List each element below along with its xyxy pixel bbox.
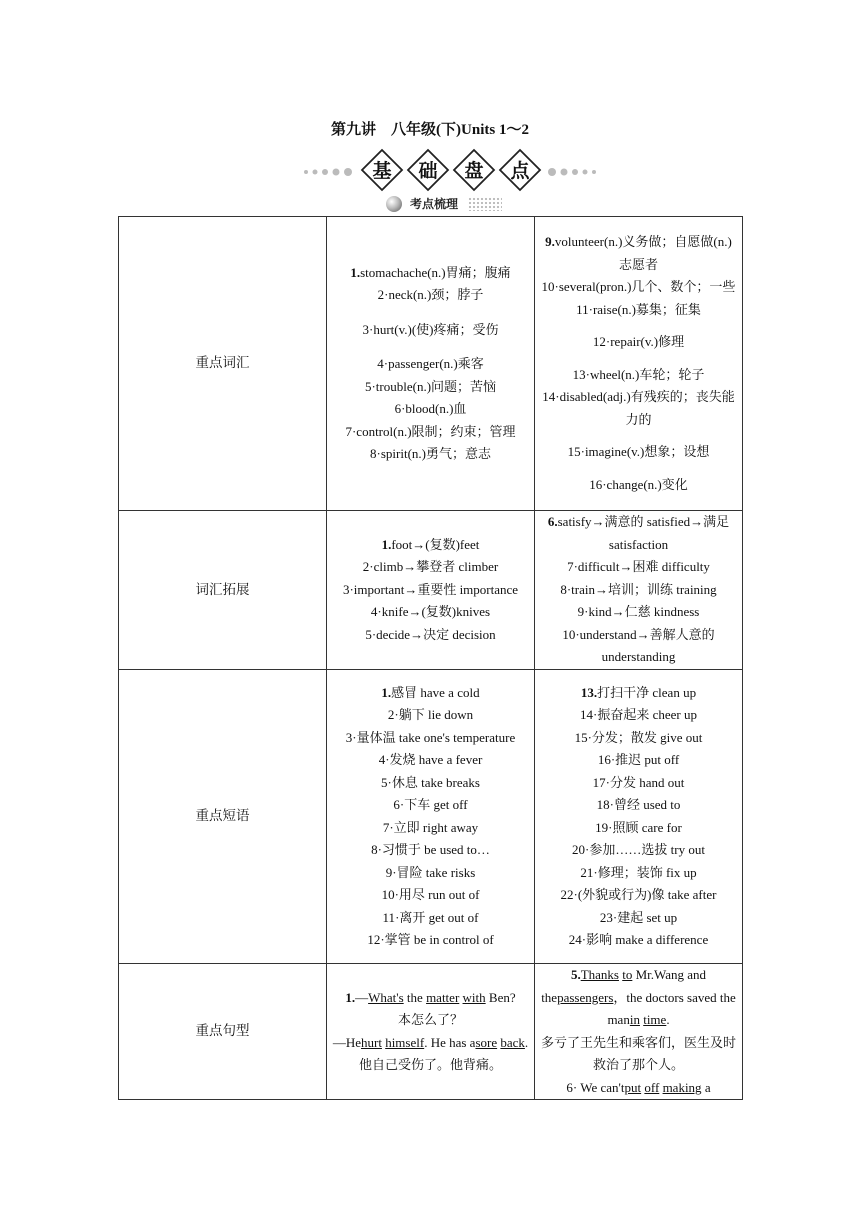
list-item: 20·参加……选拔 try out (572, 842, 705, 857)
list-item: 14·振奋起来 cheer up (580, 707, 697, 722)
expansion-right-cell (535, 511, 743, 670)
list-item: 3·量体温 take one's temperature (345, 729, 516, 745)
list-item: 1.foot→(复数)feet (381, 536, 480, 552)
list-item: 4·发烧 have a fever (378, 752, 483, 767)
list-item: 15·imagine(v.)想象；设想 (567, 444, 710, 459)
list-item: 5·trouble(n.)问题；苦恼 (364, 378, 497, 394)
list-item: 16·change(n.)变化 (589, 476, 688, 492)
section-label (384, 194, 504, 216)
phrases-left-cell (327, 670, 535, 964)
list-item: 7·control(n.)限制；约束；管理 (345, 423, 516, 439)
table-row (119, 511, 743, 670)
sentence-answer: —Hehurt himself. He has asore back. (332, 1034, 529, 1050)
list-item: 3·important→重要性 importance (342, 581, 519, 597)
table-row (119, 217, 743, 511)
banner-char-4: 点 (510, 160, 530, 182)
list-item: 6·下车 get off (393, 797, 468, 812)
list-item: 16·推迟 put off (597, 752, 680, 767)
list-item: 6.satisfy→满意的 satisfied→满足 satisfaction (547, 514, 730, 552)
list-item: 10·several(pron.)几个、数个；一些 (541, 279, 736, 294)
list-item: 5·decide→决定 decision (365, 626, 496, 642)
phrases-right-cell (535, 670, 743, 964)
list-item: 1.stomachache(n.)胃痛；腹痛 (350, 264, 511, 280)
sentence-translation: 他自己受伤了。他背痛。 (358, 1057, 502, 1072)
list-item: 8·spirit(n.)勇气；意志 (370, 446, 491, 461)
list-item: 21·修理；装饰 fix up (580, 864, 697, 880)
list-item: 12·掌管 be in control of (367, 932, 494, 947)
sentence-translation: 多亏了王先生和乘客们，医生及时救治了那个人。 (540, 1034, 736, 1072)
table-row (119, 964, 743, 1100)
list-item: 2·neck(n.)颈；脖子 (377, 287, 484, 302)
list-item: 3·hurt(v.)(使)疼痛；受伤 (362, 321, 499, 337)
row-category: 重点短语 (119, 670, 327, 964)
sentence-left-cell (327, 964, 535, 1100)
section-label-text: 考点梳理 (410, 197, 459, 211)
row-category: 词汇拓展 (119, 511, 327, 670)
list-item: 8·train→培训；训练 training (560, 581, 717, 597)
list-item: 11·raise(n.)募集；征集 (576, 301, 701, 317)
banner-char-1: 基 (372, 160, 392, 182)
list-item: 7·difficult→困难 difficulty (567, 559, 710, 575)
list-item: 6·blood(n.)血 (394, 401, 467, 416)
row-category: 重点词汇 (119, 217, 327, 511)
sentence-item: 5.Thanks to Mr.Wang and thepassengers，the doctors saved the manin time. (541, 967, 736, 1027)
bullet-ball-icon (386, 196, 402, 212)
review-table (118, 216, 743, 1100)
list-item: 18·曾经 used to (596, 797, 681, 812)
row-category: 重点句型 (119, 964, 327, 1100)
list-item: 15·分发；散发 give out (574, 729, 703, 745)
page-title: 第九讲 八年级(下)Units 1～2 (331, 122, 529, 138)
sentence-item: 6· We can'tput off making a (566, 1079, 711, 1095)
vocab-left-cell (327, 217, 535, 511)
table-row (119, 670, 743, 964)
list-item: 7·立即 right away (382, 819, 479, 835)
list-item: 13·wheel(n.)车轮；轮子 (572, 366, 705, 382)
section-banner (300, 146, 600, 194)
list-item: 2·躺下 lie down (387, 707, 474, 722)
list-item: 19·照顾 care for (595, 819, 682, 835)
list-item: 10·understand→善解人意的 understanding (562, 626, 715, 665)
list-item: 2·climb→攀登者 climber (362, 559, 499, 575)
list-item: 4·knife→(复数)knives (370, 604, 491, 620)
list-item: 22·(外貌或行为)像 take after (560, 887, 717, 902)
list-item: 9·kind→仁慈 kindness (577, 604, 700, 620)
list-item: 24·影响 make a difference (568, 932, 709, 947)
list-item: 14·disabled(adj.)有残疾的；丧失能力的 (542, 389, 735, 427)
banner-char-2: 础 (418, 160, 438, 182)
list-item: 17·分发 hand out (592, 774, 685, 790)
list-item: 12·repair(v.)修理 (592, 334, 685, 349)
vocab-right-cell (535, 217, 743, 511)
list-item: 4·passenger(n.)乘客 (377, 356, 484, 371)
banner-char-3: 盘 (464, 160, 484, 182)
dot-pattern-icon (468, 197, 502, 211)
sentence-right-cell (535, 964, 743, 1100)
list-item: 23·建起 set up (599, 909, 678, 925)
sentence-question: 1.—What's the matter with Ben? (345, 989, 516, 1005)
list-item: 8·习惯于 be used to… (371, 842, 490, 857)
expansion-left-cell (327, 511, 535, 670)
sentence-translation: 本怎么了？ (397, 1012, 463, 1027)
list-item: 1.感冒 have a cold (381, 684, 480, 700)
list-item: 9·冒险 take risks (385, 864, 476, 880)
list-item: 10·用尽 run out of (381, 887, 480, 902)
list-item: 11·离开 get out of (382, 909, 479, 925)
list-item: 13.打扫干净 clean up (580, 684, 697, 700)
list-item: 9.volunteer(n.)义务做；自愿做(n.)志愿者 (545, 234, 732, 272)
list-item: 5·休息 take breaks (381, 774, 480, 790)
